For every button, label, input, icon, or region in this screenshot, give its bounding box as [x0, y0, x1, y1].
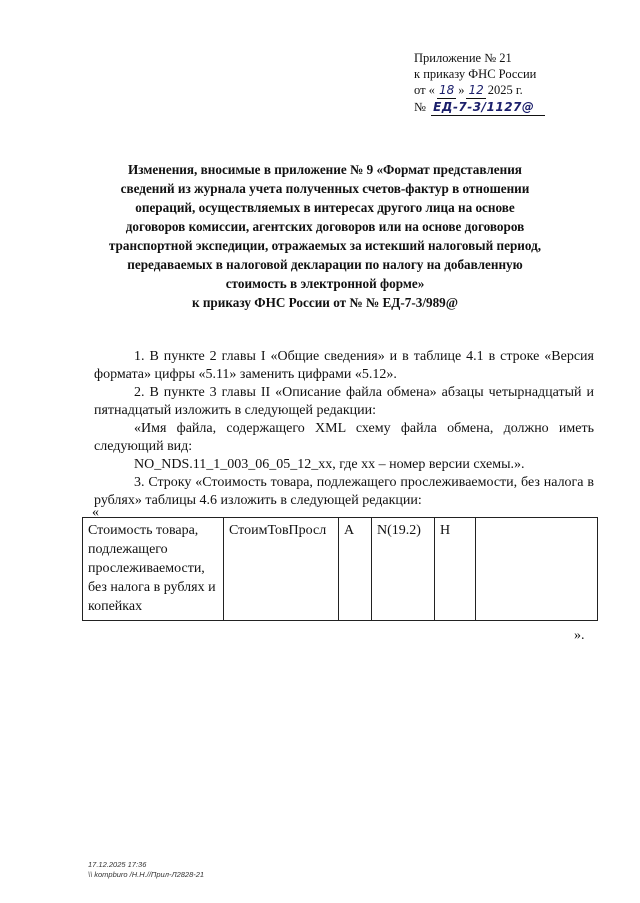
- number-prefix: №: [414, 100, 426, 114]
- paragraph-2: 2. В пункте 3 главы II «Описание файла обмена» абзацы четырнадцатый и пятнадцатый изложить в следующей редакции:: [94, 385, 594, 418]
- date-prefix: от «: [414, 83, 435, 97]
- title-line: сведений из журнала учета полученных счетов-фактур в отношении: [120, 181, 530, 196]
- table-cell-name: Стоимость товара, подлежащего прослеживаемости, без налога в рублях и копейках: [83, 518, 224, 621]
- appendix-order-number: [414, 99, 547, 116]
- title-line: операций, осуществляемых в интересах другого лица на основе: [135, 200, 515, 215]
- order-number-handwritten: ЕД-7-3/1127@: [431, 99, 545, 116]
- footer-stamp: [88, 860, 204, 880]
- paragraph-5: 3. Строку «Стоимость товара, подлежащего прослеживаемости, без налога в рублях» таблицы 4.6 изложить в следующей редакции:: [94, 475, 594, 508]
- title-line: к приказу ФНС России от № № ЕД-7-3/989@: [191, 295, 459, 310]
- appendix-date: [414, 82, 547, 99]
- table-cell-type: А: [339, 518, 372, 621]
- footer-timestamp: 17.12.2025 17:36: [88, 860, 147, 869]
- paragraph-3: «Имя файла, содержащего XML схему файла обмена, должно иметь следующий вид:: [94, 421, 594, 454]
- footer-path: \\ kompburo /Н.Н.//Прил-Л2828-21: [88, 870, 205, 879]
- title-line: стоимость в электронной форме»: [225, 276, 425, 291]
- date-day-handwritten: 18: [438, 83, 455, 97]
- title-line: Изменения, вносимые в приложение № 9 «Формат представления: [128, 162, 522, 177]
- paragraph-4: NO_NDS.11_1_003_06_05_12_xx, где xx – номер версии схемы.».: [134, 457, 525, 472]
- quote-open: «: [92, 505, 99, 520]
- title-line: транспортной экспедиции, отражаемых за истекший налоговый период,: [108, 238, 542, 253]
- table-row: [83, 518, 598, 621]
- appendix-order-ref: к приказу ФНС России: [414, 67, 537, 81]
- table-cell-tag: СтоимТовПросл: [224, 518, 339, 621]
- paragraph-1: 1. В пункте 2 главы I «Общие сведения» и в таблице 4.1 в строке «Версия формата» цифры «5.11» заменить цифрами «5.12».: [94, 349, 594, 382]
- date-separator: »: [458, 83, 465, 97]
- date-year: 2025 г.: [487, 83, 523, 97]
- table-cell-extra: [476, 518, 598, 621]
- title-line: договоров комиссии, агентских договоров или на основе договоров: [125, 219, 525, 234]
- table-cell-required: Н: [435, 518, 476, 621]
- replacement-table: [82, 517, 598, 621]
- date-month-handwritten: 12: [468, 83, 484, 97]
- title-line: передаваемых в налоговой декларации по налогу на добавленную: [127, 257, 523, 272]
- appendix-header: [414, 50, 547, 116]
- document-title: [90, 160, 560, 312]
- appendix-number: Приложение № 21: [414, 51, 512, 65]
- quote-close: ».: [574, 628, 585, 643]
- document-body: [94, 348, 594, 510]
- table-cell-format: N(19.2): [372, 518, 435, 621]
